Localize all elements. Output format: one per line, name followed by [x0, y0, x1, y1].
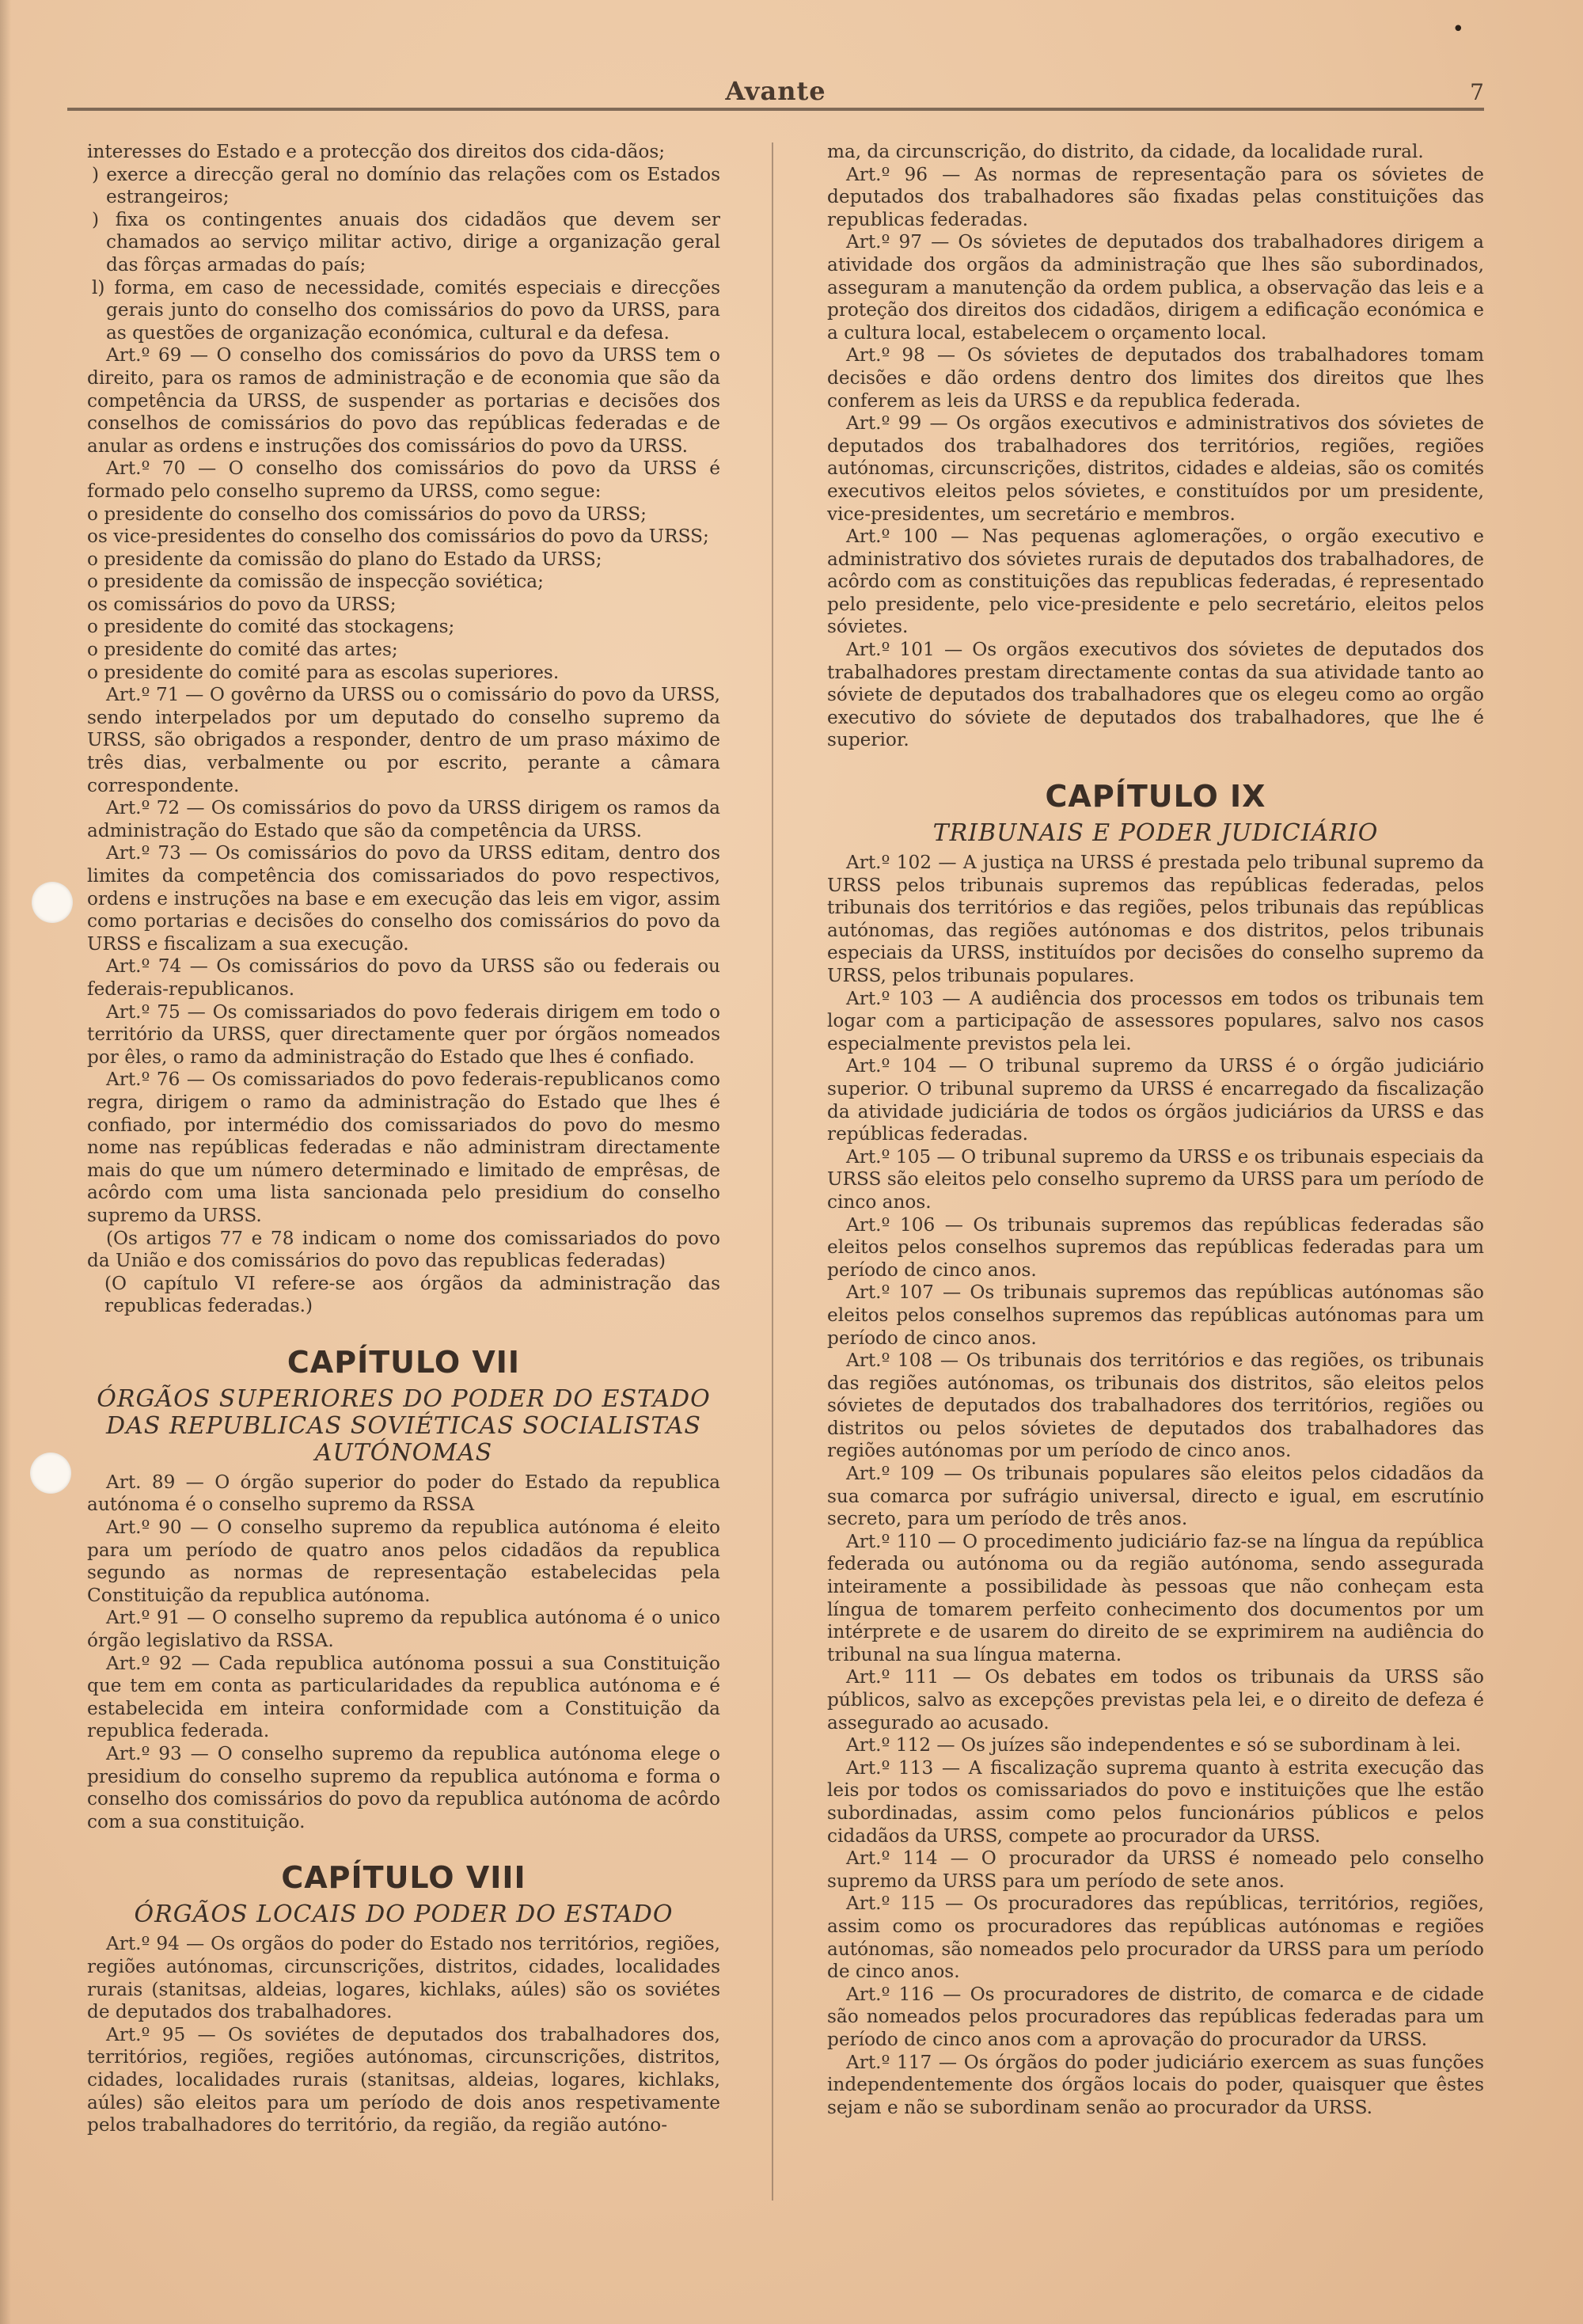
paragraph: Art.º 100 — Nas pequenas aglomerações, o orgão executivo e administrativo dos sóvietes rurais de deputados dos trabalhadores, de acôrdo com as constituições das republicas federadas, é representado pelo presidente, pelo vice-presidente e pelo secretário, eleitos pelos sóvietes.: [827, 526, 1484, 638]
paragraph: Art.º 91 — O conselho supremo da republica autónoma é o unico órgão legislativo da RSSA.: [87, 1607, 720, 1652]
paragraph: Art.º 94 — Os orgãos do poder do Estado nos territórios, regiões, regiões autónomas, circunscrições, distritos, cidades, localidades rurais (stanitsas, aldeias, logares, kichlaks, aúles) são os soviétes de deputados dos trabalhadores.: [87, 1933, 720, 2023]
paragraph: o presidente do comité das stockagens;: [87, 616, 455, 638]
punch-hole: [30, 1452, 71, 1494]
paragraph: o presidente do comité das artes;: [87, 639, 398, 661]
paragraph: Art.º 116 — Os procuradores de distrito, de comarca e de cidade são nomeados pelos procuradores das repúblicas federadas para um período de cinco anos com a aprovação do procurador da URSS.: [827, 1983, 1484, 2050]
paragraph: ) exerce a direcção geral no domínio das relações com os Estados estrangeiros;: [92, 163, 720, 208]
chapter-title: CAPÍTULO IX: [1045, 779, 1266, 815]
paragraph: Art.º 106 — Os tribunais supremos das repúblicas federadas são eleitos pelos conselhos supremos das repúblicas federadas para um período de cinco anos.: [827, 1213, 1484, 1281]
chapter-title: CAPÍTULO VII: [287, 1344, 521, 1380]
paragraph: Art.º 71 — O govêrno da URSS ou o comissário do povo da URSS, sendo interpelados por um deputado do conselho supremo da URSS, são obrigados a responder, dentro de um praso máximo de três dias, verbalmente ou por escrito, perante a câmara correspondente.: [87, 684, 720, 796]
paragraph: ma, da circunscrição, do distrito, da cidade, da localidade rural.: [827, 141, 1424, 162]
paragraph: Art.º 74 — Os comissários do povo da URSS são ou federais ou federais-republicanos.: [87, 955, 720, 1000]
paragraph: Art.º 113 — A fiscalização suprema quanto à estrita execução das leis por todos os comissariados do povo e instituições que lhe estão subordinadas, assim como pelos funcionários públicos e pelos cidadãos da URSS, compete ao procurador da URSS.: [827, 1756, 1484, 1847]
paragraph: Art.º 75 — Os comissariados do povo federais dirigem em todo o território da URSS, quer directamente quer por órgãos nomeados por êles, o ramo da administração do Estado que lhes é confiado.: [87, 1001, 720, 1068]
chapter-subtitle: ÓRGÃOS LOCAIS DO PODER DO ESTADO: [134, 1901, 674, 1929]
paragraph: Art.º 98 — Os sóvietes de deputados dos trabalhadores tomam decisões e dão ordens dentro dos limites dos direitos que lhes conferem as leis da URSS e da republica federada.: [827, 344, 1484, 412]
chapter-subtitle: ÓRGÃOS SUPERIORES DO PODER DO ESTADO DAS REPUBLICAS SOVIÉTICAS SOCIALISTAS AUTÓNOMAS: [97, 1384, 711, 1467]
paragraph: Art.º 103 — A audiência dos processos em todos os tribunais tem logar com a participação de assessores populares, salvo nos casos especialmente previstos pela lei.: [827, 987, 1484, 1054]
paragraph: Art.º 109 — Os tribunais populares são eleitos pelos cidadãos da sua comarca por sufrágio universal, directo e igual, em escrutínio secreto, para um período de três anos.: [827, 1463, 1484, 1530]
paragraph: (Os artigos 77 e 78 indicam o nome dos comissariados do povo da União e dos comissários do povo das republicas federadas): [87, 1227, 720, 1272]
chapter-subtitle: TRIBUNAIS E PODER JUDICIÁRIO: [932, 819, 1379, 848]
corner-mark: •: [1452, 17, 1464, 41]
paragraph: Art.º 95 — Os soviétes de deputados dos trabalhadores dos, territórios, regiões, regiões autónomas, circunscrições, distritos, cidades, localidades rurais (stanitsas, aldeias, logares, kichlaks, aúles) são eleitos para um período de dois anos respetivamente pelos trabalhadores do território, da região, da região autóno-: [87, 2023, 720, 2136]
paragraph: Art.º 114 — O procurador da URSS é nomeado pelo conselho supremo da URSS para um período de sete anos.: [827, 1847, 1484, 1892]
paragraph: Art.º 92 — Cada republica autónoma possui a sua Constituição que tem em conta as particularidades da republica autónoma e é estabelecida em inteira conformidade com a Constituição da republica federada.: [87, 1652, 720, 1742]
paragraph: os comissários do povo da URSS;: [87, 593, 397, 615]
paragraph: Art.º 90 — O conselho supremo da republica autónoma é eleito para um período de quatro anos pelos cidadãos da republica segundo as normas de representação estabelecidas pela Constituição da republica autónoma.: [87, 1517, 720, 1606]
paragraph: Art.º 115 — Os procuradores das repúblicas, territórios, regiões, assim como os procuradores das repúblicas autónomas e regiões autónomas, são nomeados pelo procurador da URSS para um período de cinco anos.: [827, 1893, 1484, 1983]
paragraph: l) forma, em caso de necessidade, comités especiais e direcções gerais junto do conselho dos comissários do povo da URSS, para as questões de organização económica, cultural e da defesa.: [92, 276, 720, 344]
column-divider: [772, 142, 773, 2201]
paper-edge-shadow: [0, 0, 11, 2324]
paragraph: Art.º 101 — Os orgãos executivos dos sóvietes de deputados dos trabalhadores prestam directamente contas da sua atividade tanto ao sóviete de deputados dos trabalhadores que os elegeu como ao orgão executivo do sóviete de deputados dos trabalhadores, que lhe é superior.: [827, 639, 1484, 751]
paragraph: o presidente da comissão de inspecção soviética;: [87, 571, 544, 593]
paragraph: Art.º 104 — O tribunal supremo da URSS é o órgão judiciário superior. O tribunal supremo da URSS é encarregado da fiscalização da atividade judiciária de todos os órgãos judiciários da URSS e das repúblicas federadas.: [827, 1055, 1484, 1145]
paragraph: o presidente do conselho dos comissários do povo da URSS;: [87, 503, 647, 525]
left-column: [87, 141, 720, 2137]
chapter-title: CAPÍTULO VIII: [281, 1860, 526, 1896]
paragraph: o presidente do comité para as escolas superiores.: [87, 661, 560, 683]
paragraph: os vice-presidentes do conselho dos comissários do povo da URSS;: [87, 526, 709, 548]
page-number: 7: [1470, 79, 1484, 105]
paragraph: Art. 89 — O órgão superior do poder do Estado da republica autónoma é o conselho supremo da RSSA: [87, 1471, 720, 1516]
newspaper-title: Avante: [725, 76, 826, 106]
paragraph: Art.º 110 — O procedimento judiciário faz-se na língua da república federada ou autónoma ou da região autónoma, sendo assegurada inteiramente a possibilidade às pessoas que não conheçam esta língua de tomarem perfeito conhecimento dos documentos por um intérprete e de usarem do direito de se exprimirem na audiência do tribunal na sua língua materna.: [827, 1530, 1484, 1665]
paragraph: Art.º 96 — As normas de representação para os sóvietes de deputados dos trabalhadores são fixadas pelas constituições das republicas federadas.: [827, 163, 1484, 230]
paragraph: Art.º 93 — O conselho supremo da republica autónoma elege o presidium do conselho supremo da republica autónoma e forma o conselho dos comissários do povo da republica autónoma de acôrdo com a sua constituição.: [87, 1743, 720, 1832]
punch-hole: [32, 882, 73, 923]
paragraph: Art.º 73 — Os comissários do povo da URSS editam, dentro dos limites da competência dos comissariados do povo respectivos, ordens e instruções na base e em execução das leis em vigor, assim como portarias e decisões do conselho dos comissários do povo da URSS e fiscalizam a sua execução.: [87, 842, 720, 955]
paragraph: (O capítulo VI refere-se aos órgãos da administração das republicas federadas.): [104, 1272, 720, 1317]
paragraph: Art.º 112 — Os juízes são independentes e só se subordinam à lei.: [846, 1734, 1461, 1756]
paragraph: Art.º 117 — Os órgãos do poder judiciário exercem as suas funções independentemente dos órgãos locais do poder, quaisquer que êstes sejam e não se subordinam senão ao procurador da URSS.: [827, 2051, 1484, 2118]
right-column: [827, 141, 1484, 2119]
paragraph: Art.º 105 — O tribunal supremo da URSS e os tribunais especiais da URSS são eleitos pelo conselho supremo da URSS para um período de cinco anos.: [827, 1145, 1484, 1213]
masthead: [67, 76, 1484, 112]
paragraph: Art.º 99 — Os orgãos executivos e administrativos dos sóvietes de deputados dos trabalhadores dos territórios, regiões, regiões autónomas, circunscrições, distritos, cidades e aldeias, são os comités executivos eleitos pelos sóvietes, e constituídos por um presidente, vice-presidentes, um secretário e membros.: [827, 412, 1484, 525]
paragraph: o presidente da comissão do plano do Estado da URSS;: [87, 548, 602, 570]
paragraph: Art.º 72 — Os comissários do povo da URSS dirigem os ramos da administração do Estado que são da competência da URSS.: [87, 797, 720, 841]
paragraph: Art.º 97 — Os sóvietes de deputados dos trabalhadores dirigem a atividade dos orgãos da administração que lhes são subordinados, asseguram a manutenção da ordem publica, a observação das leis e a proteção dos direitos dos cidadãos, dirigem a edificação económica e a cultura local, estabelecem o orçamento local.: [827, 231, 1484, 344]
paragraph: Art.º 111 — Os debates em todos os tribunais da URSS são públicos, salvo as excepções previstas pela lei, e o direito de defeza é assegurado ao acusado.: [827, 1666, 1484, 1734]
paragraph: Art.º 70 — O conselho dos comissários do povo da URSS é formado pelo conselho supremo da URSS, como segue:: [87, 458, 720, 502]
paragraph: Art.º 107 — Os tribunais supremos das repúblicas autónomas são eleitos pelos conselhos supremos das repúblicas autónomas para um período de cinco anos.: [827, 1282, 1484, 1349]
header-rule: [67, 108, 1484, 111]
paragraph: Art.º 108 — Os tribunais dos territórios e das regiões, os tribunais das regiões autónomas, os tribunais dos distritos, são eleitos pelos sóvietes de deputados dos trabalhadores dos territórios, regiões ou distritos ou pelos sóvietes de deputados dos trabalhadores das regiões autónomas por um período de cinco anos.: [827, 1350, 1484, 1462]
paragraph: interesses do Estado e a protecção dos direitos dos cida-dãos;: [87, 141, 666, 162]
paragraph: ) fixa os contingentes anuais dos cidadãos que devem ser chamados ao serviço militar activo, dirige a organização geral das fôrças armadas do país;: [92, 208, 720, 275]
paragraph: Art.º 102 — A justiça na URSS é prestada pelo tribunal supremo da URSS pelos tribunais supremos das repúblicas federadas, pelos tribunais dos territórios e das regiões, pelos tribunais das repúblicas autónomas, das regiões autónomas e dos distritos, pelos tribunais especiais da URSS, instituídos por decisões do conselho supremo da URSS, pelos tribunais populares.: [827, 852, 1484, 986]
paragraph: Art.º 69 — O conselho dos comissários do povo da URSS tem o direito, para os ramos de administração e de economia que são da competência da URSS, de suspender as portarias e decisões dos conselhos de comissários do povo das repúblicas federadas e de anular as ordens e instruções dos comissários do povo da URSS.: [87, 344, 720, 457]
paragraph: Art.º 76 — Os comissariados do povo federais-republicanos como regra, dirigem o ramo da administração do Estado que lhes é confiado, por intermédio dos comissariados do povo do mesmo nome nas repúblicas federadas e não administram directamente mais do que um número determinado e limitado de emprêsas, de acôrdo com uma lista sancionada pelo presidium do conselho supremo da URSS.: [87, 1069, 720, 1226]
